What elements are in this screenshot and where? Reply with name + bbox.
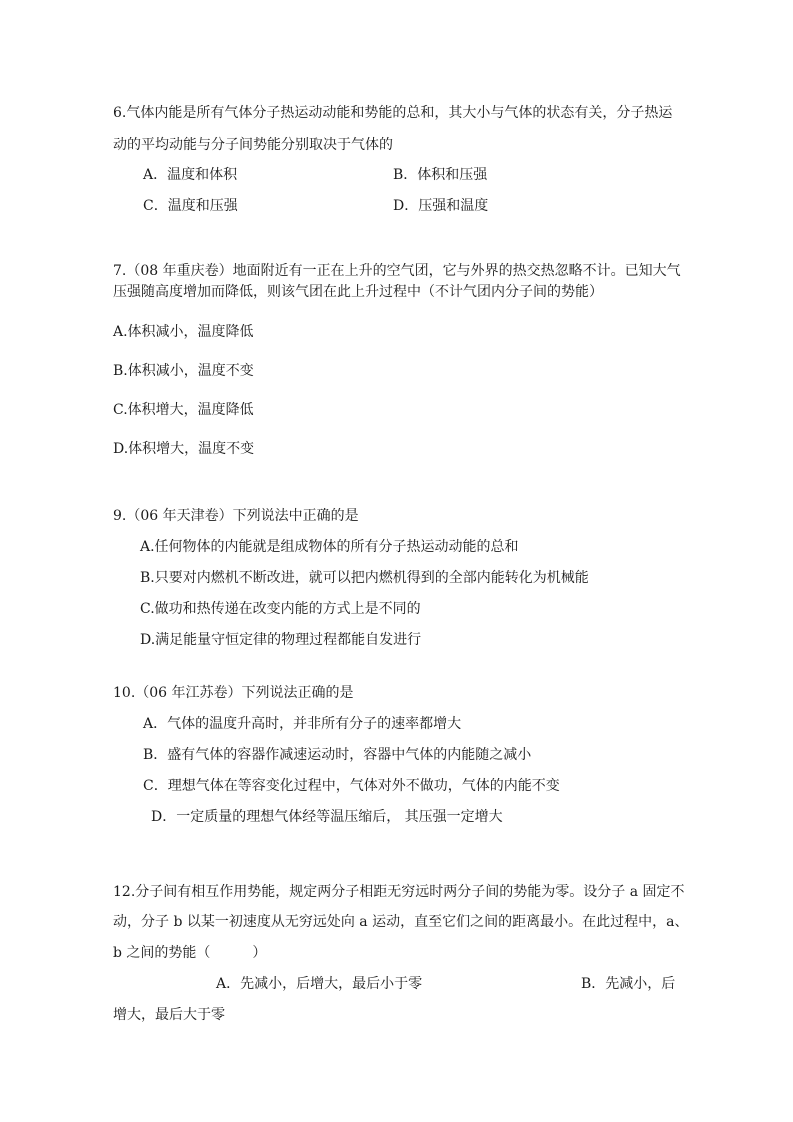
q9-stem: 9.（06 年天津卷）下列说法中正确的是 (113, 508, 359, 524)
q12-option-b: B．先减小，后 (581, 976, 676, 992)
q6-option-d: D．压强和温度 (393, 198, 489, 214)
q10-option-b: B．盛有气体的容器作减速运动时，容器中气体的内能随之减小 (143, 747, 532, 763)
q7-option-b: B.体积减小，温度不变 (113, 363, 254, 379)
q7-stem-line1: 7.（08 年重庆卷）地面附近有一正在上升的空气团，它与外界的热交热忽略不计。已知大气 (113, 263, 681, 279)
q6-stem-line1: 6.气体内能是所有气体分子热运动动能和势能的总和，其大小与气体的状态有关，分子热运 (113, 105, 673, 121)
q6-option-c: C．温度和压强 (143, 198, 238, 214)
q10-stem: 10.（06 年江苏卷）下列说法正确的是 (113, 685, 354, 701)
q12-option-b-continued: 增大，最后大于零 (113, 1007, 225, 1023)
q12-stem-line2: 动，分子 b 以某一初速度从无穷远处向 a 运动，直至它们之间的距离最小。在此过程中，a、 (113, 914, 689, 930)
q7-option-a: A.体积减小，温度降低 (113, 324, 254, 340)
q7-option-d: D.体积增大，温度不变 (113, 441, 255, 457)
q12-stem-line1: 12.分子间有相互作用势能，规定两分子相距无穷远时两分子间的势能为零。设分子 a 固定不 (113, 884, 685, 900)
q10-option-a: A．气体的温度升高时，并非所有分子的速率都增大 (143, 716, 462, 732)
q10-option-c: C．理想气体在等容变化过程中，气体对外不做功，气体的内能不变 (143, 778, 560, 794)
q9-option-b: B.只要对内燃机不断改进，就可以把内燃机得到的全部内能转化为机械能 (140, 570, 589, 586)
q9-option-d: D.满足能量守恒定律的物理过程都能自发进行 (140, 632, 422, 648)
q6-option-b: B．体积和压强 (393, 167, 488, 183)
q12-option-a: A．先减小，后增大，最后小于零 (216, 976, 423, 992)
q9-option-a: A.任何物体的内能就是组成物体的所有分子热运动动能的总和 (140, 539, 519, 555)
q7-option-c: C.体积增大，温度降低 (113, 402, 254, 418)
q6-stem-line2: 动的平均动能与分子间势能分别取决于气体的 (113, 137, 393, 153)
q9-option-c: C.做功和热传递在改变内能的方式上是不同的 (140, 601, 421, 617)
q6-option-a: A．温度和体积 (143, 167, 238, 183)
q10-option-d: D．一定质量的理想气体经等温压缩后， 其压强一定增大 (151, 809, 503, 825)
q7-stem-line2: 压强随高度增加而降低，则该气团在此上升过程中（不计气团内分子间的势能） (113, 284, 603, 300)
q12-stem-line3: b 之间的势能（ ） (113, 945, 267, 961)
